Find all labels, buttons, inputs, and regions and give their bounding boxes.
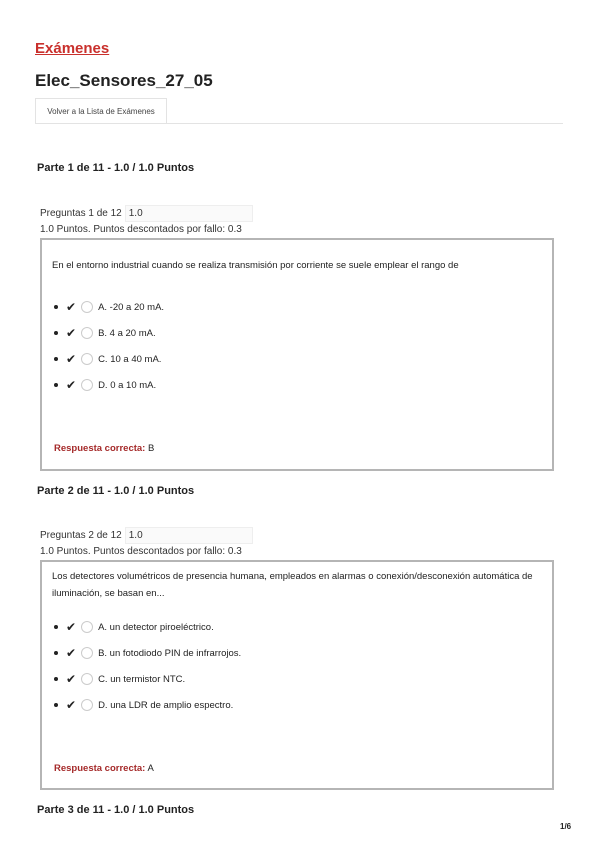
tab-divider	[35, 123, 563, 124]
bullet-icon	[54, 651, 58, 655]
check-icon: ✔	[66, 378, 77, 392]
part-header: Parte 2 de 11 - 1.0 / 1.0 Puntos	[37, 485, 195, 497]
check-icon: ✔	[66, 620, 77, 634]
bullet-icon	[54, 357, 58, 361]
score-field[interactable]: 1.0	[125, 205, 253, 222]
part-header: Parte 1 de 11 - 1.0 / 1.0 Puntos	[37, 162, 195, 174]
radio-button[interactable]	[81, 353, 93, 365]
option-a	[54, 620, 214, 634]
correct-answer	[54, 763, 154, 774]
option-a	[54, 300, 164, 314]
option-label: C. un termistor NTC.	[98, 673, 186, 685]
option-label: A. un detector piroeléctrico.	[98, 621, 214, 633]
page-number: 1/6	[560, 822, 572, 831]
radio-button[interactable]	[81, 301, 93, 313]
option-label: C. 10 a 40 mA.	[98, 353, 162, 365]
radio-button[interactable]	[81, 327, 93, 339]
back-to-exam-list-tab[interactable]: Volver a la Lista de Exámenes	[35, 98, 167, 123]
option-label: D. una LDR de amplio espectro.	[98, 699, 234, 711]
option-b	[54, 646, 241, 660]
bullet-icon	[54, 331, 58, 335]
correct-answer-label: Respuesta correcta:	[54, 763, 146, 774]
points-info: 1.0 Puntos. Puntos descontados por fallo: 0.3	[40, 224, 242, 235]
check-icon: ✔	[66, 646, 77, 660]
question-label-row	[40, 205, 253, 222]
radio-button[interactable]	[81, 621, 93, 633]
question-box	[40, 560, 554, 790]
option-d	[54, 698, 233, 712]
bullet-icon	[54, 703, 58, 707]
correct-answer-value: A	[147, 763, 154, 774]
question-label: Preguntas 1 de 12	[40, 208, 122, 219]
question-text: En el entorno industrial cuando se realiza transmisión por corriente se suele emplear el rango de	[52, 260, 459, 271]
option-label: B. un fotodiodo PIN de infrarrojos.	[98, 647, 242, 659]
breadcrumb-examenes-link[interactable]: Exámenes	[35, 40, 110, 57]
check-icon: ✔	[66, 300, 77, 314]
check-icon: ✔	[66, 698, 77, 712]
radio-button[interactable]	[81, 699, 93, 711]
bullet-icon	[54, 383, 58, 387]
check-icon: ✔	[66, 352, 77, 366]
option-c	[54, 352, 161, 366]
part-header: Parte 3 de 11 - 1.0 / 1.0 Puntos	[37, 804, 195, 816]
question-text: Los detectores volumétricos de presencia humana, empleados en alarmas o conexión/desconexión automática de iluminación, se basan en...	[52, 571, 533, 599]
option-label: B. 4 a 20 mA.	[98, 327, 156, 339]
correct-answer-label: Respuesta correcta:	[54, 443, 146, 454]
correct-answer	[54, 443, 154, 454]
bullet-icon	[54, 625, 58, 629]
question-label-row	[40, 527, 253, 544]
check-icon: ✔	[66, 672, 77, 686]
radio-button[interactable]	[81, 647, 93, 659]
question-label: Preguntas 2 de 12	[40, 530, 122, 541]
points-info: 1.0 Puntos. Puntos descontados por fallo: 0.3	[40, 546, 242, 557]
question-box	[40, 238, 554, 471]
option-c	[54, 672, 185, 686]
option-label: A. -20 a 20 mA.	[98, 301, 165, 313]
radio-button[interactable]	[81, 673, 93, 685]
option-b	[54, 326, 156, 340]
page-title: Elec_Sensores_27_05	[35, 71, 213, 90]
bullet-icon	[54, 305, 58, 309]
option-d	[54, 378, 156, 392]
score-field[interactable]: 1.0	[125, 527, 253, 544]
correct-answer-value: B	[148, 443, 155, 454]
check-icon: ✔	[66, 326, 77, 340]
option-label: D. 0 a 10 mA.	[98, 379, 157, 391]
bullet-icon	[54, 677, 58, 681]
radio-button[interactable]	[81, 379, 93, 391]
